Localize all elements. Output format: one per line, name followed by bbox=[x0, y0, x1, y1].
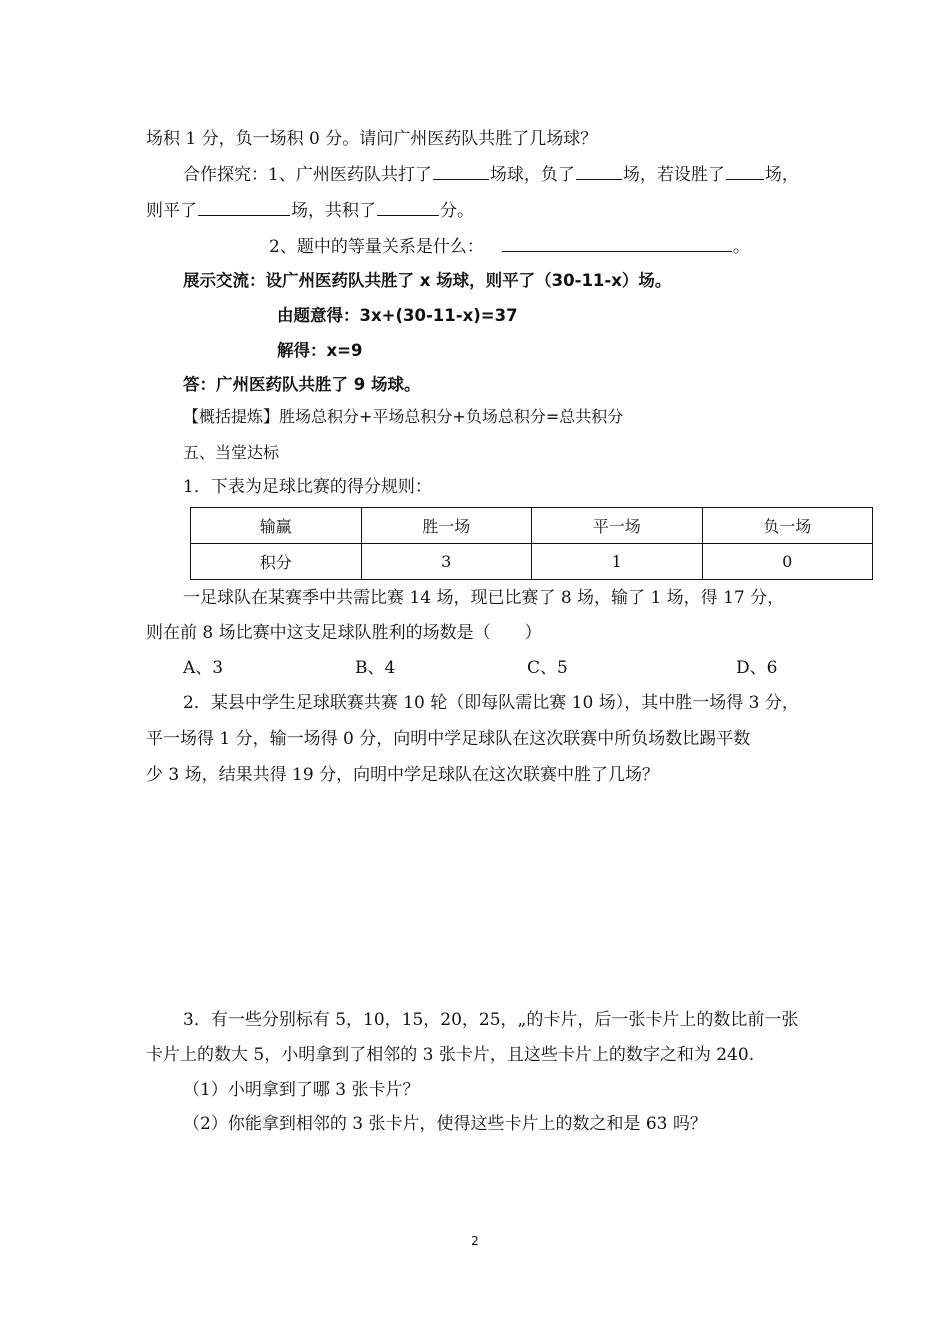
table-cell: 1 bbox=[532, 544, 703, 580]
text-segment: 分。 bbox=[440, 201, 474, 221]
text-line: 展示交流：设广州医药队共胜了 x 场球，则平了（30-11-x）场。 bbox=[183, 271, 672, 290]
text-line: 平一场得 1 分，输一场得 0 分，向明中学足球队在这次联赛中所负场数比踢平数 bbox=[146, 729, 751, 749]
text-line: 由题意得：3x+(30-11-x)=37 bbox=[277, 306, 518, 325]
page-number: 2 bbox=[471, 1234, 479, 1248]
text-line: 场积 1 分，负一场积 0 分。请问广州医药队共胜了几场球？ bbox=[146, 129, 598, 149]
text-line: 少 3 场，结果共得 19 分，向明中学足球队在这次联赛中胜了几场？ bbox=[146, 765, 660, 785]
text-segment: 则平了 bbox=[146, 201, 197, 221]
table-cell: 输赢 bbox=[191, 508, 362, 544]
text-line bbox=[183, 163, 799, 186]
text-segment: 场球，负了 bbox=[489, 165, 575, 185]
table-row bbox=[191, 508, 873, 544]
answer-blank[interactable] bbox=[377, 199, 439, 216]
text-line: （2）你能拿到相邻的 3 张卡片，使得这些卡片上的数之和是 63 吗？ bbox=[183, 1114, 707, 1134]
answer-blank[interactable] bbox=[198, 199, 290, 216]
text-segment: 2、题中的等量关系是什么： bbox=[269, 237, 484, 257]
text-segment: 合作探究：1、广州医药队共打了 bbox=[183, 165, 432, 185]
table-cell: 3 bbox=[361, 544, 532, 580]
text-segment: 场，若设胜了 bbox=[622, 165, 725, 185]
text-segment: 场， bbox=[764, 165, 799, 185]
table-cell: 胜一场 bbox=[361, 508, 532, 544]
table-cell: 平一场 bbox=[532, 508, 703, 544]
text-line: 解得：x=9 bbox=[277, 341, 363, 360]
text-line: 一足球队在某赛季中共需比赛 14 场，现已比赛了 8 场，输了 1 场，得 17 分， bbox=[183, 588, 785, 608]
option-c: C、5 bbox=[527, 658, 568, 678]
option-d: D、6 bbox=[736, 658, 778, 678]
option-b: B、4 bbox=[355, 658, 396, 678]
text-line: 答：广州医药队共胜了 9 场球。 bbox=[183, 375, 421, 394]
text-line: 1．下表为足球比赛的得分规则： bbox=[183, 477, 432, 497]
text-line: 3．有一些分别标有 5，10，15，20，25，„的卡片，后一张卡片上的数比前一张 bbox=[183, 1010, 799, 1030]
table-cell: 0 bbox=[702, 544, 873, 580]
text-line bbox=[269, 235, 750, 258]
answer-blank[interactable] bbox=[576, 163, 622, 180]
table-cell: 积分 bbox=[191, 544, 362, 580]
text-line: 卡片上的数大 5，小明拿到了相邻的 3 张卡片，且这些卡片上的数字之和为 240. bbox=[146, 1045, 755, 1065]
answer-blank[interactable] bbox=[502, 235, 732, 252]
answer-blank[interactable] bbox=[433, 163, 489, 180]
section-heading: 五、当堂达标 bbox=[183, 443, 280, 462]
table-row bbox=[191, 544, 873, 580]
text-line: （1）小明拿到了哪 3 张卡片？ bbox=[183, 1080, 420, 1100]
answer-blank[interactable] bbox=[726, 163, 764, 180]
text-segment: 场，共积了 bbox=[291, 201, 376, 221]
text-line: 2．某县中学生足球联赛共赛 10 轮（即每队需比赛 10 场），其中胜一场得 3 分， bbox=[183, 693, 799, 713]
text-segment: 。 bbox=[732, 237, 750, 257]
score-rules-table bbox=[190, 507, 873, 580]
text-line bbox=[146, 199, 474, 222]
option-a: A、3 bbox=[183, 658, 224, 678]
text-line: 【概括提炼】胜场总积分+平场总积分+负场总积分=总共积分 bbox=[183, 407, 624, 426]
table-cell: 负一场 bbox=[702, 508, 873, 544]
text-line: 则在前 8 场比赛中这支足球队胜利的场数是（ ） bbox=[146, 623, 542, 643]
